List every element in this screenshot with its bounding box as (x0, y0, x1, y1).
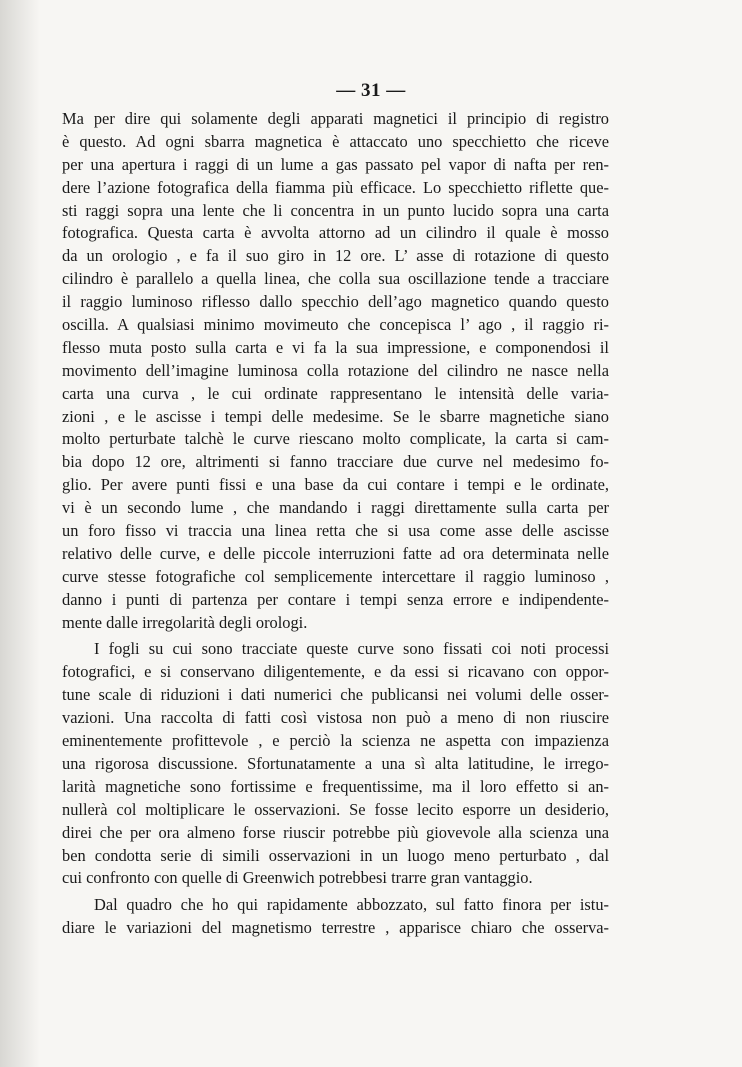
text-line: molto perturbate talchè le curve riescano molto complicate, la carta si cam- (62, 429, 609, 449)
page-number: — 31 — (336, 80, 406, 101)
text-line: larità magnetiche sono fortissime e frequentissime, ma il loro effetto si an- (62, 776, 609, 796)
text-line: I fogli su cui sono tracciate queste curve sono fissati coi noti processi (94, 639, 609, 659)
text-line: Ma per dire qui solamente degli apparati magnetici il principio di registro (62, 109, 609, 128)
text-line: sti raggi sopra una lente che li concentra in un punto lucido sopra una carta (62, 200, 609, 220)
text-line: da un orologio , e fa il suo giro in 12 ore. L’ asse di rotazione di questo (62, 246, 609, 266)
text-line: flesso muta posto sulla carta e vi fa la sua impressione, e componendosi il (62, 337, 609, 357)
text-line: il raggio luminoso riflesso dallo specchio dell’ago magnetico quando questo (62, 292, 609, 312)
body-text (62, 108, 609, 940)
text-line: curve stesse fotografiche col semplicemente intercettare il raggio luminoso , (62, 566, 609, 586)
text-line: mente dalle irregolarità degli orologi. (62, 612, 308, 632)
paragraph (62, 108, 609, 634)
text-line: fotografici, e si conservano diligentemente, e da essi si ricavano con oppor- (62, 662, 609, 682)
paragraph (62, 894, 609, 940)
text-line: bia dopo 12 ore, altrimenti si fanno tracciare due curve nel medesimo fo- (62, 452, 609, 472)
text-line: per una apertura i raggi di un lume a gas passato pel vapor di nafta per ren- (62, 154, 609, 174)
text-line: relativo delle curve, e delle piccole interruzioni fatte ad ora determinata nelle (62, 543, 609, 563)
text-line: danno i punti di partenza per contare i tempi senza errore e indipendente- (62, 589, 609, 609)
text-line: ben condotta serie di simili osservazioni in un luogo meno perturbato , dal (62, 845, 609, 865)
text-line: vi è un secondo lume , che mandando i raggi direttamente sulla carta per (62, 498, 609, 518)
text-line: carta una curva , le cui ordinate rappresentano le intensità delle varia- (62, 383, 609, 403)
text-line: fotografica. Questa carta è avvolta attorno ad un cilindro il quale è mosso (62, 223, 609, 243)
text-line: movimento dell’imagine luminosa colla rotazione del cilindro ne nasce nella (62, 360, 609, 380)
text-line: è questo. Ad ogni sbarra magnetica è attaccato uno specchietto che riceve (62, 131, 609, 151)
text-line: cilindro è parallelo a quella linea, che colla sua oscillazione tende a tracciare (62, 269, 609, 289)
text-line: dere l’azione fotografica della fiamma più efficace. Lo specchietto riflette que- (62, 177, 609, 197)
paragraph (62, 638, 609, 890)
text-line: una rigorosa discussione. Sfortunatamente a una sì alta latitudine, le irrego- (62, 753, 609, 773)
text-line: Dal quadro che ho qui rapidamente abbozzato, sul fatto finora per istu- (94, 895, 609, 915)
text-line: oscilla. A qualsiasi minimo movimeuto che concepisca l’ ago , il raggio ri- (62, 315, 609, 335)
page-edge-shadow (0, 0, 40, 1067)
text-line: tune scale di riduzioni i dati numerici che publicansi nei volumi delle osser- (62, 685, 609, 705)
text-line: vazioni. Una raccolta di fatti così vistosa non può a meno di non riuscire (62, 708, 609, 728)
text-line: un foro fisso vi traccia una linea retta che si usa come asse delle ascisse (62, 521, 609, 541)
text-line: nullerà col moltiplicare le osservazioni. Se fosse lecito esporre un desiderio, (62, 799, 609, 819)
text-line: diare le variazioni del magnetismo terrestre , apparisce chiaro che osserva- (62, 918, 609, 938)
text-line: glio. Per avere punti fissi e una base da cui contare i tempi e le ordinate, (62, 475, 609, 495)
text-line: eminentemente profittevole , e perciò la scienza ne aspetta con impazienza (62, 731, 609, 751)
text-line: direi che per ora almeno forse riuscir potrebbe più giovevole alla scienza una (62, 822, 609, 842)
text-line: zioni , e le ascisse i tempi delle medesime. Se le sbarre magnetiche siano (62, 406, 609, 426)
text-line: cui confronto con quelle di Greenwich potrebbesi trarre gran vantaggio. (62, 868, 533, 888)
